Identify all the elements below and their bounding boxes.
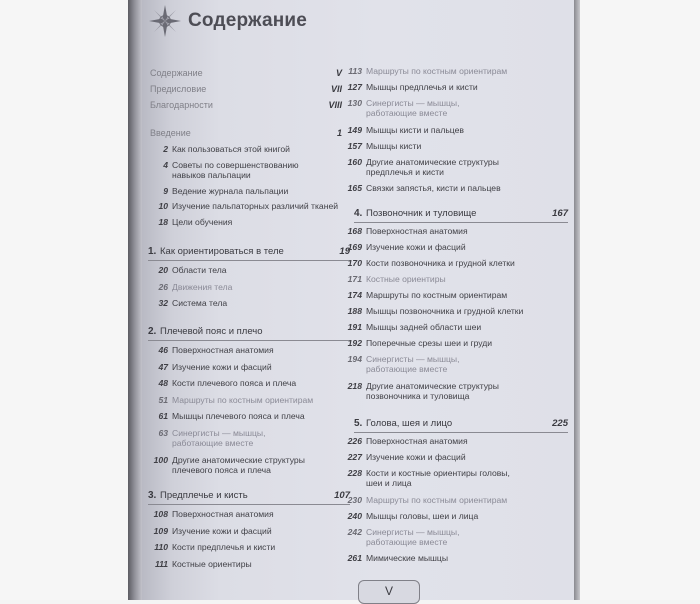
entry-page-number: 218 (347, 380, 362, 391)
entry-title: Мимические мышцы (366, 553, 449, 563)
entry-page-number: 230 (347, 494, 362, 505)
entry-page-number: 10 (158, 201, 168, 211)
intro-page: 1 (336, 128, 342, 138)
entry-page-number: 149 (347, 124, 362, 135)
entry-page-number: 168 (347, 226, 362, 236)
entry-title: Движения тела (172, 281, 233, 292)
section-page: 167 (552, 208, 568, 219)
entry-title: Поверхностная анатомия (172, 345, 274, 355)
entry-page-number: 100 (153, 454, 168, 465)
entry-title: Другие анатомические структуры (366, 156, 499, 167)
entry-title: Кости позвоночника и грудной клетки (366, 258, 515, 268)
entry-title: Изучение пальпаторных различий тканей (172, 201, 339, 211)
front-matter-title: Благодарности (150, 100, 213, 110)
entry-title: Система тела (172, 298, 228, 308)
entry-page-number: 227 (347, 452, 362, 462)
entry-page-number: 51 (158, 394, 168, 405)
entry-title: Маршруты по костным ориентирам (366, 494, 508, 505)
entry-title: Поверхностная анатомия (366, 436, 468, 446)
entry-page-number: 26 (158, 281, 168, 292)
entry-page-number: 169 (347, 242, 362, 252)
entry-title: Изучение кожи и фасций (366, 242, 466, 252)
section-title: Предплечье и кисть (160, 490, 248, 501)
entry-page-number: 108 (153, 509, 168, 519)
entry-title: Кости и костные ориентиры головы, (366, 468, 510, 478)
entry-page-number: 110 (154, 542, 168, 552)
entry-title: Мышцы позвоночника и грудной клетки (366, 306, 524, 316)
page-edge (574, 0, 580, 600)
compass-rose-icon (148, 4, 182, 38)
entry-title: Мышцы головы, шеи и лица (366, 510, 479, 521)
entry-page-number: 191 (347, 322, 362, 332)
entry-page-number: 228 (347, 468, 362, 478)
entry-title: Изучение кожи и фасций (172, 361, 272, 372)
entry-page-number: 174 (347, 290, 362, 300)
entry-title: Поперечные срезы шеи и груди (366, 338, 493, 348)
section-heading (354, 418, 568, 433)
front-matter-title: Предисловие (150, 84, 207, 94)
section-number: 5. (354, 418, 363, 429)
entry-page-number: 165 (347, 183, 362, 193)
entry-page-number: 47 (158, 361, 168, 372)
section-number: 4. (354, 208, 363, 219)
entry-title: Советы по совершенствованию (172, 159, 299, 170)
section-page: 225 (552, 418, 568, 429)
entry-page-number: 160 (347, 156, 362, 167)
entry-page-number: 4 (163, 159, 168, 170)
entry-page-number: 157 (347, 140, 362, 151)
entry-title: Маршруты по костным ориентирам (172, 394, 314, 405)
entry-title: Как пользоваться этой книгой (172, 144, 290, 154)
entry-page-number: 63 (158, 427, 168, 438)
entry-title: Изучение кожи и фасций (366, 452, 466, 462)
page-title: Содержание (188, 10, 308, 31)
section-title: Голова, шея и лицо (366, 418, 453, 429)
toc-page (142, 0, 574, 600)
entry-title: Другие анатомические структуры (366, 380, 499, 391)
section-title: Плечевой пояс и плечо (160, 326, 263, 337)
section-heading (354, 208, 568, 223)
entry-page-number: 261 (347, 553, 362, 563)
entry-page-number: 61 (158, 411, 168, 421)
entry-title: Синергисты — мышцы, (172, 427, 266, 438)
entry-title: Мышцы задней области шеи (366, 322, 482, 332)
section-number: 1. (148, 246, 157, 257)
section-heading (148, 326, 350, 341)
entry-title: Костные ориентиры (366, 274, 446, 284)
entry-title: Синергисты — мышцы, (366, 354, 460, 364)
entry-title: позвоночника и туловища (366, 390, 470, 401)
entry-page-number: 9 (163, 185, 168, 196)
entry-page-number: 32 (158, 298, 168, 308)
entry-page-number: 171 (347, 274, 362, 284)
entry-title: Изучение кожи и фасций (172, 525, 272, 536)
entry-title: Другие анатомические структуры (172, 454, 305, 465)
entry-title: Цели обучения (172, 216, 233, 227)
entry-title: работающие вместе (366, 364, 448, 374)
section-number: 2. (148, 326, 157, 337)
entry-title: Маршруты по костным ориентирам (366, 290, 508, 300)
entry-title: Мышцы кисти и пальцев (366, 124, 464, 135)
front-matter-page: VII (330, 84, 342, 94)
entry-title: Поверхностная анатомия (366, 226, 468, 236)
entry-title: Синергисты — мышцы, (366, 98, 460, 108)
entry-page-number: 18 (158, 216, 168, 227)
entry-title: Синергисты — мышцы, (366, 526, 460, 537)
page-number-badge (358, 580, 420, 604)
entry-title: Связки запястья, кисти и пальцев (366, 183, 501, 193)
entry-page-number: 192 (347, 338, 362, 348)
entry-page-number: 2 (163, 144, 168, 154)
entry-title: работающие вместе (172, 437, 254, 448)
entry-title: Мышцы предплечья и кисти (366, 82, 478, 92)
intro-title: Введение (150, 128, 191, 138)
entry-title: Области тела (172, 265, 227, 275)
section-heading (148, 490, 350, 505)
book-spine-shadow (128, 0, 142, 600)
entry-title: плечевого пояса и плеча (172, 464, 271, 475)
entry-page-number: 188 (347, 306, 362, 316)
entry-page-number: 127 (347, 82, 362, 92)
entry-title: предплечья и кисти (366, 166, 444, 177)
entry-page-number: 111 (154, 558, 168, 569)
entry-title: Кости плечевого пояса и плеча (172, 378, 297, 388)
front-matter-title: Содержание (150, 68, 203, 78)
entry-title: навыков пальпации (172, 169, 251, 180)
entry-title: Мышцы плечевого пояса и плеча (172, 411, 305, 421)
entry-page-number: 48 (158, 378, 168, 388)
section-number: 3. (148, 490, 157, 501)
entry-page-number: 170 (347, 258, 362, 268)
entry-title: Поверхностная анатомия (172, 509, 274, 519)
entry-page-number: 109 (153, 525, 168, 536)
entry-title: работающие вместе (366, 536, 448, 547)
section-page: 19 (339, 246, 350, 257)
entry-page-number: 240 (347, 510, 362, 521)
entry-page-number: 130 (347, 98, 362, 108)
section-title: Позвоночник и туловище (366, 208, 477, 219)
entry-page-number: 113 (348, 66, 362, 76)
section-page: 107 (334, 490, 350, 501)
entry-page-number: 46 (158, 345, 168, 355)
section-heading (148, 246, 350, 261)
entry-title: работающие вместе (366, 108, 448, 118)
section-title: Как ориентироваться в теле (160, 246, 284, 257)
entry-page-number: 242 (347, 526, 362, 537)
entry-title: шеи и лица (366, 478, 412, 488)
entry-page-number: 226 (347, 436, 362, 446)
page-number: V (384, 584, 393, 598)
front-matter-page: VIII (328, 100, 342, 110)
entry-title: Ведение журнала пальпации (172, 185, 289, 196)
entry-page-number: 194 (347, 354, 362, 364)
entry-title: Костные ориентиры (172, 558, 252, 569)
front-matter-page: V (335, 68, 342, 78)
entry-title: Маршруты по костным ориентирам (366, 66, 508, 76)
entry-title: Кости предплечья и кисти (172, 542, 276, 552)
entry-title: Мышцы кисти (366, 140, 422, 151)
entry-page-number: 20 (158, 265, 168, 275)
